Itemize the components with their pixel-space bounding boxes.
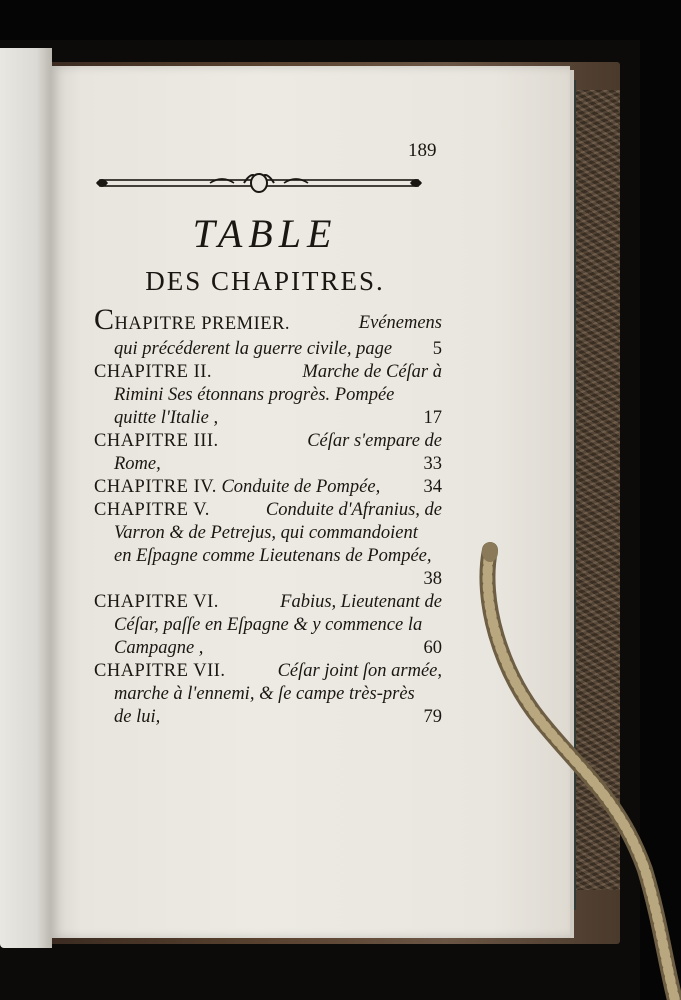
page-ref: 34: [423, 477, 442, 497]
drop-initial: C: [94, 303, 115, 336]
page-ref: 79: [423, 707, 442, 727]
toc-line: [94, 499, 442, 522]
chapter-desc: qui précéderent la guerre civile, page: [114, 339, 393, 359]
page-ref: 5: [432, 339, 442, 359]
chapter-heading: CHAPITRE VI.: [94, 592, 219, 612]
chapter-desc: Conduite de Pompée,: [221, 477, 381, 497]
toc-line: [94, 453, 442, 476]
toc-line: [94, 476, 442, 499]
toc-line: [94, 361, 442, 384]
chapter-desc: quitte l'Italie ,: [114, 408, 219, 428]
serpent-bookmark: [470, 540, 681, 1000]
toc-line: [94, 614, 442, 637]
table-subtitle: DES CHAPITRES.: [145, 266, 385, 296]
chapter-heading: CHAPITRE III.: [94, 431, 219, 451]
chapter-heading-text: HAPITRE PREMIER.: [114, 314, 291, 334]
toc-line: [94, 637, 442, 660]
chapter-desc: en Eſpagne comme Lieutenans de Pompée,: [114, 546, 432, 566]
chapter-desc: Fabius, Lieutenant de: [280, 592, 442, 612]
chapter-desc: marche à l'ennemi, & ſe campe très-près: [114, 684, 415, 704]
page-ref: 17: [423, 408, 442, 428]
chapter-desc: Conduite d'Afranius, de: [265, 500, 442, 520]
toc-line: [94, 384, 442, 407]
chapter-heading: CHAPITRE V.: [94, 500, 210, 520]
page-ref: 33: [423, 454, 442, 474]
page-number: 189: [408, 140, 437, 161]
table-title: TABLE: [192, 211, 338, 256]
chapter-list: [94, 303, 442, 729]
toc-line: [94, 522, 442, 545]
toc-line: [94, 430, 442, 453]
chapter-desc: Rimini Ses étonnans progrès. Pompée: [114, 385, 395, 405]
chapter-heading: [94, 303, 291, 336]
page-ref: 38: [423, 569, 442, 589]
toc-line: [94, 407, 442, 430]
chapter-heading: CHAPITRE IV.: [94, 477, 217, 497]
toc-line: [94, 545, 442, 568]
chapter-desc: Marche de Céſar à: [302, 362, 442, 382]
toc-line: [94, 660, 442, 683]
toc-line: [94, 303, 442, 338]
toc-line: [94, 338, 442, 361]
chapter-desc: Campagne ,: [114, 638, 204, 658]
toc-line: [94, 568, 442, 591]
chapter-desc: Rome,: [114, 454, 161, 474]
chapter-heading: CHAPITRE VII.: [94, 661, 226, 681]
chapter-desc: de lui,: [114, 707, 161, 727]
left-page: [0, 48, 52, 948]
chapter-desc: Evénemens: [358, 313, 442, 333]
chapter-heading: CHAPITRE II.: [94, 362, 213, 382]
toc-line: [94, 683, 442, 706]
toc-line: [94, 706, 442, 729]
chapter-desc: Céſar, paſſe en Eſpagne & y commence la: [114, 615, 423, 635]
chapter-desc: Céſar joint ſon armée,: [277, 661, 442, 681]
page-ref: 60: [423, 638, 442, 658]
chapter-desc: Varron & de Petrejus, qui commandoient: [114, 523, 418, 543]
toc-line: [94, 591, 442, 614]
chapter-desc: Céſar s'empare de: [307, 431, 442, 451]
ornament-divider: [94, 170, 424, 196]
